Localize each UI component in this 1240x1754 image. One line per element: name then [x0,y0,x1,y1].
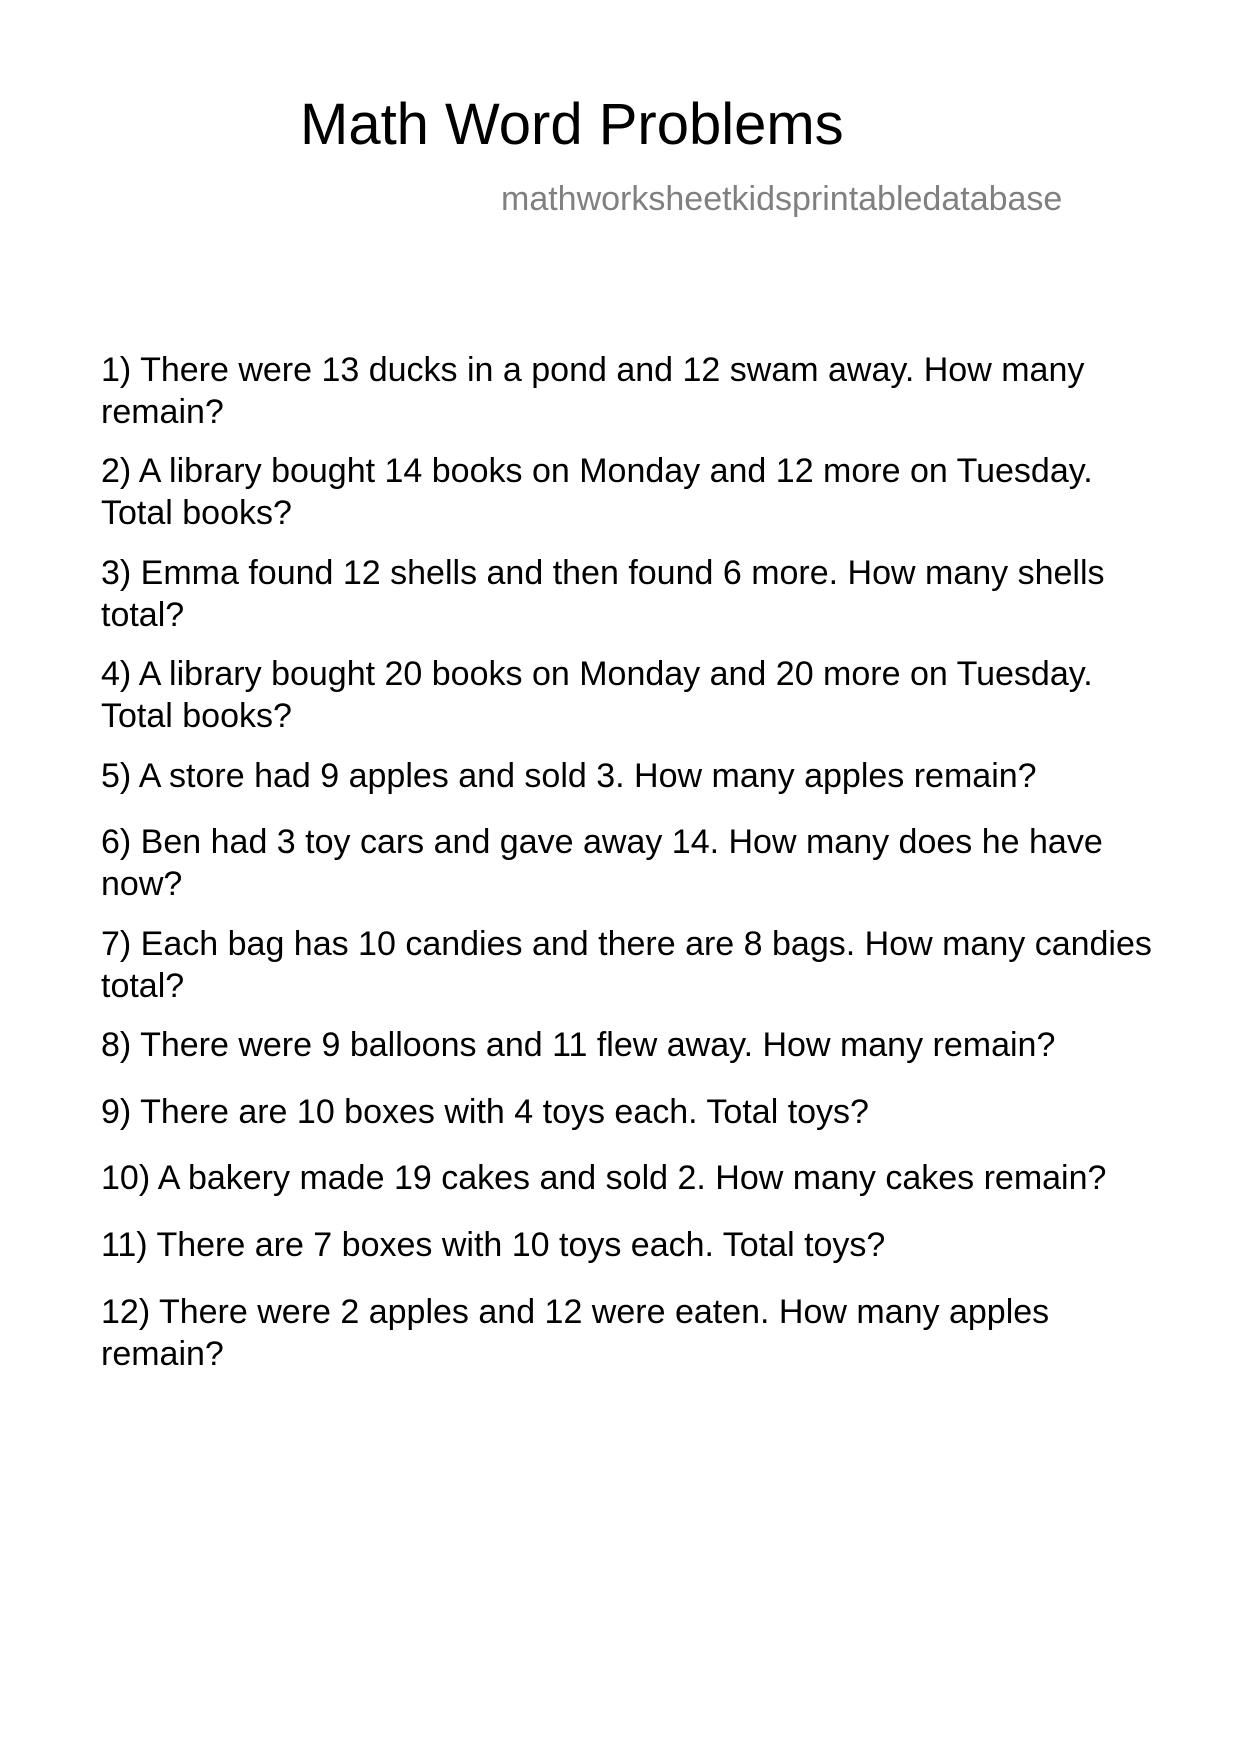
problem-item-12: 12) There were 2 apples and 12 were eaten. How many apples remain? [101,1293,1050,1373]
problem-item-2: 2) A library bought 14 books on Monday and 12 more on Tuesday. Total books? [101,452,1093,532]
problem-item-8: 8) There were 9 balloons and 11 flew away. How many remain? [101,1026,1056,1064]
problem-item-10: 10) A bakery made 19 cakes and sold 2. How many cakes remain? [101,1159,1107,1197]
problem-item-6: 6) Ben had 3 toy cars and gave away 14. How many does he have now? [101,823,1103,903]
problem-item-4: 4) A library bought 20 books on Monday and 20 more on Tuesday. Total books? [101,655,1093,735]
page-subtitle: mathworksheetkidsprintabledatabase [501,180,1063,218]
problem-item-1: 1) There were 13 ducks in a pond and 12 swam away. How many remain? [101,351,1085,431]
problem-item-9: 9) There are 10 boxes with 4 toys each. Total toys? [101,1093,869,1131]
problem-item-7: 7) Each bag has 10 candies and there are 8 bags. How many candies total? [101,925,1152,1005]
problem-item-5: 5) A store had 9 apples and sold 3. How many apples remain? [101,757,1037,795]
page-title: Math Word Problems [300,92,844,157]
problem-item-11: 11) There are 7 boxes with 10 toys each. Total toys? [101,1226,886,1264]
problem-item-3: 3) Emma found 12 shells and then found 6 more. How many shells total? [101,554,1105,634]
